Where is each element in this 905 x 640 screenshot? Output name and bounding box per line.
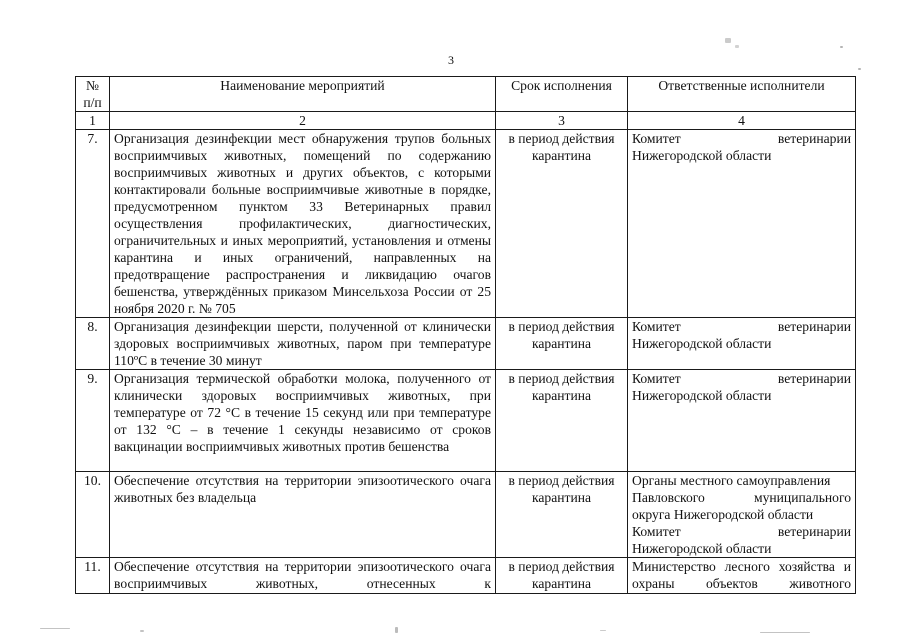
deadline: в период действия карантина xyxy=(496,558,628,594)
measure-name: Обеспечение отсутствия на территории эпизоотического очага восприимчивых животных, отнесенных к xyxy=(110,558,496,594)
deadline: в период действия карантина xyxy=(496,472,628,558)
responsible-text: ветеринарии xyxy=(777,371,851,386)
scan-speck xyxy=(395,627,398,633)
table-row xyxy=(76,558,856,594)
scan-speck xyxy=(840,46,843,48)
page-number: 3 xyxy=(448,53,454,67)
table-row xyxy=(76,370,856,472)
responsible xyxy=(628,472,856,558)
header-deadline: Срок исполнения xyxy=(496,77,628,112)
row-number: 9. xyxy=(76,370,110,472)
responsible-text: Комитет xyxy=(632,319,681,334)
responsible-line xyxy=(632,523,851,540)
responsible xyxy=(628,318,856,370)
row-number: 11. xyxy=(76,558,110,594)
responsible-text: Нижегородской области xyxy=(632,541,772,556)
responsible-text: Комитет xyxy=(632,524,681,539)
column-numbers-row xyxy=(76,112,856,130)
measure-name: Организация термической обработки молока, полученного от клинически здоровых восприимчивых животных, при температуре от 72 °С в течение 15 секунд или при температуре от 132 °С – в течение 1 секунды независимо от сроков вакцинации восприимчивых животных против бешенства xyxy=(110,370,496,472)
header-measure-name: Наименование мероприятий xyxy=(110,77,496,112)
scan-speck xyxy=(858,68,861,70)
row-number: 10. xyxy=(76,472,110,558)
responsible-text: ветеринарии xyxy=(777,131,851,146)
measure-name: Организация дезинфекции мест обнаружения трупов больных восприимчивых животных, помещений по содержанию восприимчивых животных и других объектов, с которыми контактировали больные восприимчивые животные в порядке, предусмотренном пунктом 33 Ветеринарных правил осуществления профилактических, диагностических, ограничительных и иных мероприятий, установления и отмены карантина и иных ограничений, направленных на предотвращение распространения и ликвидацию очагов бешенства, утверждённых приказом Минсельхоза России от 25 ноября 2020 г. № 705 xyxy=(110,130,496,318)
header-responsible: Ответственные исполнители xyxy=(628,77,856,112)
table-row xyxy=(76,472,856,558)
deadline: в период действия карантина xyxy=(496,370,628,472)
responsible-line xyxy=(632,489,851,506)
column-number: 3 xyxy=(496,112,628,130)
responsible-text: Павловского xyxy=(632,490,705,505)
scan-speck xyxy=(600,630,606,631)
table-header-row xyxy=(76,77,856,112)
responsible-text: Комитет xyxy=(632,371,681,386)
scan-speck xyxy=(760,632,810,633)
scan-speck xyxy=(40,628,70,629)
table-row xyxy=(76,130,856,318)
measures-table xyxy=(75,76,856,594)
responsible-text: Нижегородской области xyxy=(632,148,772,163)
responsible-text: округа Нижегородской области xyxy=(632,507,814,522)
responsible-text: ветеринарии xyxy=(777,319,851,334)
measure-name: Обеспечение отсутствия на территории эпизоотического очага животных без владельца xyxy=(110,472,496,558)
header-number: № п/п xyxy=(76,77,110,112)
responsible-text: ветеринарии xyxy=(777,524,851,539)
responsible xyxy=(628,370,856,472)
responsible-text: Нижегородской области xyxy=(632,388,772,403)
responsible-line xyxy=(632,370,851,387)
scan-speck xyxy=(140,630,144,632)
scan-speck xyxy=(725,38,731,43)
column-number: 4 xyxy=(628,112,856,130)
scan-speck xyxy=(735,45,739,48)
responsible-text: Нижегородской области xyxy=(632,336,772,351)
table-row xyxy=(76,318,856,370)
responsible-text: Органы местного самоуправления xyxy=(632,473,831,488)
responsible-text: муниципального xyxy=(753,490,851,505)
responsible xyxy=(628,130,856,318)
column-number: 1 xyxy=(76,112,110,130)
row-number: 8. xyxy=(76,318,110,370)
deadline: в период действия карантина xyxy=(496,130,628,318)
measure-name: Организация дезинфекции шерсти, полученной от клинически здоровых восприимчивых животных, паром при температуре 110ºС в течение 30 минут xyxy=(110,318,496,370)
column-number: 2 xyxy=(110,112,496,130)
responsible-line xyxy=(632,130,851,147)
responsible-line xyxy=(632,318,851,335)
responsible: Министерство лесного хозяйства и охраны объектов животного xyxy=(628,558,856,594)
row-number: 7. xyxy=(76,130,110,318)
deadline: в период действия карантина xyxy=(496,318,628,370)
responsible-text: Комитет xyxy=(632,131,681,146)
